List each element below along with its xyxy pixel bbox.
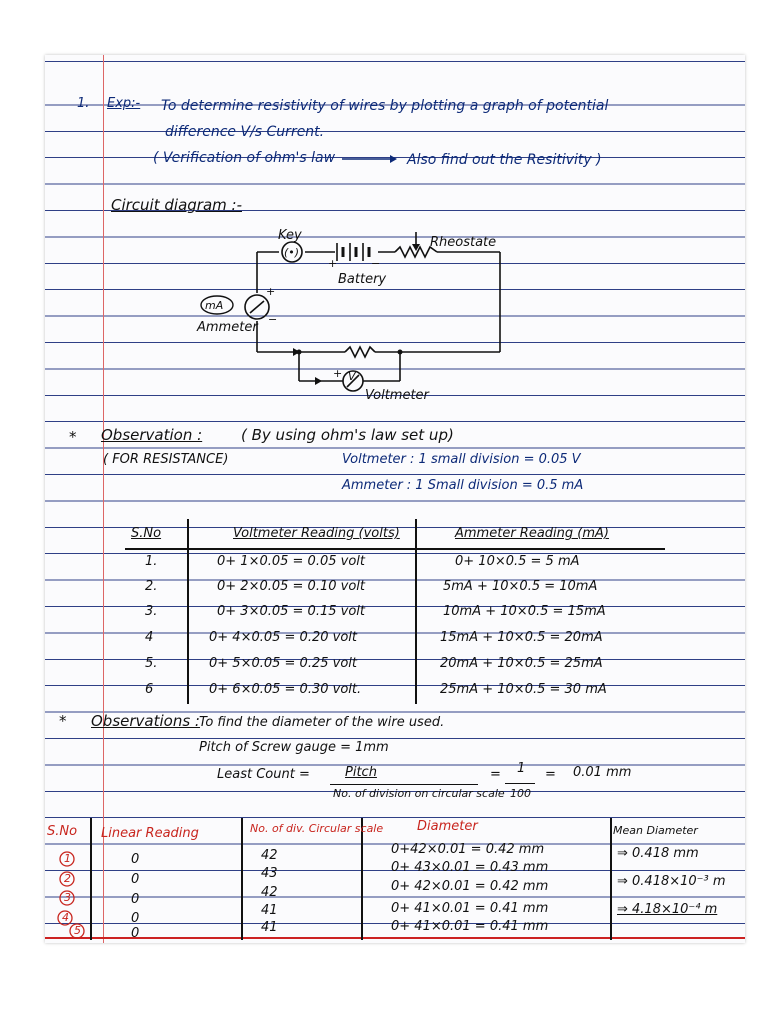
table1-header-sno: S.No	[131, 526, 162, 541]
notebook-page	[45, 55, 745, 943]
table2-header-diameter: Diameter	[417, 819, 478, 834]
t2-div-3: 42	[261, 885, 278, 900]
mean-diameter-mm: ⇒ 0.418 mm	[617, 846, 699, 861]
table1-header-rule	[125, 548, 665, 550]
table2-divider-2	[241, 818, 243, 940]
t2-div-4: 41	[261, 903, 278, 918]
voltmeter-symbol: V	[348, 370, 356, 383]
t1-row3-volt: 0+ 3×0.05 = 0.15 volt	[217, 604, 365, 619]
value-fraction-bar	[505, 783, 535, 784]
t2-diameter-3: 0+ 42×0.01 = 0.42 mm	[391, 879, 549, 894]
least-count-label: Least Count =	[217, 767, 310, 782]
t1-row4-sno: 4	[145, 630, 154, 645]
t1-row2-sno: 2.	[145, 579, 158, 594]
table2-divider-1	[90, 818, 92, 940]
aim-line-2: difference V/s Current.	[165, 124, 325, 140]
value-denominator: 100	[510, 787, 531, 800]
table1-header-ammeter: Ammeter Reading (mA)	[455, 526, 609, 541]
t1-row6-sno: 6	[145, 682, 154, 697]
t1-row1-volt: 0+ 1×0.05 = 0.05 volt	[217, 554, 365, 569]
observation-note: ( By using ohm's law set up)	[241, 426, 454, 444]
t2-sno-1: 1	[64, 852, 71, 865]
t1-row1-sno: 1.	[145, 554, 158, 569]
table2-header-linear: Linear Reading	[101, 826, 199, 841]
observation-subtitle: ( FOR RESISTANCE)	[103, 452, 229, 467]
equals-1: =	[490, 767, 501, 782]
t2-linear-2: 0	[131, 872, 140, 887]
exp-label: Exp:-	[107, 96, 141, 111]
equals-2: =	[545, 767, 556, 782]
ammeter-plus: +	[266, 285, 276, 298]
table2-divider-4	[610, 818, 612, 940]
t2-sno-3: 3	[64, 891, 71, 904]
ammeter-least-count: Ammeter : 1 Small division = 0.5 mA	[342, 478, 584, 493]
table1-divider-2	[415, 519, 417, 704]
t1-row6-volt: 0+ 6×0.05 = 0.30 volt.	[209, 682, 362, 697]
table2-header-sno: S.No	[47, 824, 78, 839]
t2-linear-3: 0	[131, 892, 140, 907]
t1-row1-amp: 0+ 10×0.5 = 5 mA	[455, 554, 580, 569]
key-label: Key	[278, 228, 302, 243]
least-count-result: 0.01 mm	[573, 765, 632, 780]
t1-row2-amp: 5mA + 10×0.5 = 10mA	[443, 579, 598, 594]
t2-sno-4: 4	[62, 911, 69, 924]
ammeter-label: Ammeter	[197, 320, 258, 335]
rheostat-label: Rheostate	[430, 235, 497, 250]
ammeter-minus: −	[268, 313, 278, 326]
aim-line-3b: Also find out the Resitivity )	[407, 152, 602, 168]
fraction-bar	[330, 784, 478, 785]
battery-minus: −	[371, 257, 381, 270]
mean-diameter-final: ⇒ 4.18×10⁻⁴ m	[617, 902, 718, 917]
battery-plus: +	[328, 257, 338, 270]
t2-linear-5: 0	[131, 926, 140, 941]
voltmeter-least-count: Voltmeter : 1 small division = 0.05 V	[342, 452, 581, 467]
t2-div-1: 42	[261, 848, 278, 863]
t1-row5-amp: 20mA + 10×0.5 = 25mA	[440, 656, 603, 671]
t2-diameter-2: 0+ 43×0.01 = 0.43 mm	[391, 860, 549, 875]
t2-diameter-1: 0+42×0.01 = 0.42 mm	[391, 842, 545, 857]
t1-row4-amp: 15mA + 10×0.5 = 20mA	[440, 630, 603, 645]
observation-star: *	[69, 428, 77, 446]
circuit-heading: Circuit diagram :-	[111, 196, 242, 214]
t2-linear-4: 0	[131, 911, 140, 926]
aim-line-3a: ( Verification of ohm's law	[153, 150, 336, 166]
t2-linear-1: 0	[131, 852, 140, 867]
least-count-denominator: No. of division on circular scale	[333, 787, 505, 800]
t1-row2-volt: 0+ 2×0.05 = 0.10 volt	[217, 579, 365, 594]
value-numerator: 1	[517, 761, 526, 776]
t2-diameter-4: 0+ 41×0.01 = 0.41 mm	[391, 901, 549, 916]
observation2-star: *	[59, 712, 67, 730]
t1-row3-sno: 3.	[145, 604, 158, 619]
t1-row5-sno: 5.	[145, 656, 158, 671]
t1-row3-amp: 10mA + 10×0.5 = 15mA	[443, 604, 606, 619]
observation2-text: To find the diameter of the wire used.	[199, 715, 445, 730]
t1-row4-volt: 0+ 4×0.05 = 0.20 volt	[209, 630, 357, 645]
t2-diameter-5: 0+ 41×0.01 = 0.41 mm	[391, 919, 549, 934]
table2-header-div: No. of div. Circular scale	[250, 822, 384, 835]
pitch-line: Pitch of Screw gauge = 1mm	[199, 740, 389, 755]
key-symbol: (•)	[284, 246, 300, 259]
least-count-numerator: Pitch	[345, 765, 377, 780]
observation2-title: Observations :	[91, 712, 200, 730]
table2-divider-3	[361, 818, 363, 940]
t1-row5-volt: 0+ 5×0.05 = 0.25 volt	[209, 656, 357, 671]
t2-sno-5: 5	[74, 924, 81, 937]
voltmeter-plus: +	[333, 367, 343, 380]
aim-line-1: To determine resistivity of wires by plotting a graph of potential	[161, 98, 609, 114]
t2-div-5: 41	[261, 920, 278, 935]
t2-sno-2: 2	[64, 872, 71, 885]
battery-label: Battery	[338, 272, 387, 287]
circuit-diagram	[45, 55, 745, 943]
t2-div-2: 43	[261, 866, 278, 881]
experiment-number: 1.	[77, 96, 90, 111]
mean-diameter-1e-3: ⇒ 0.418×10⁻³ m	[617, 874, 726, 889]
table2-header-mean: Mean Diameter	[613, 824, 698, 837]
table1-divider-1	[187, 519, 189, 704]
table1-header-voltmeter: Voltmeter Reading (volts)	[233, 526, 400, 541]
observation-title: Observation :	[101, 426, 203, 444]
voltmeter-label: Voltmeter	[365, 388, 429, 403]
ammeter-symbol: mA	[205, 299, 224, 312]
t1-row6-amp: 25mA + 10×0.5 = 30 mA	[440, 682, 607, 697]
